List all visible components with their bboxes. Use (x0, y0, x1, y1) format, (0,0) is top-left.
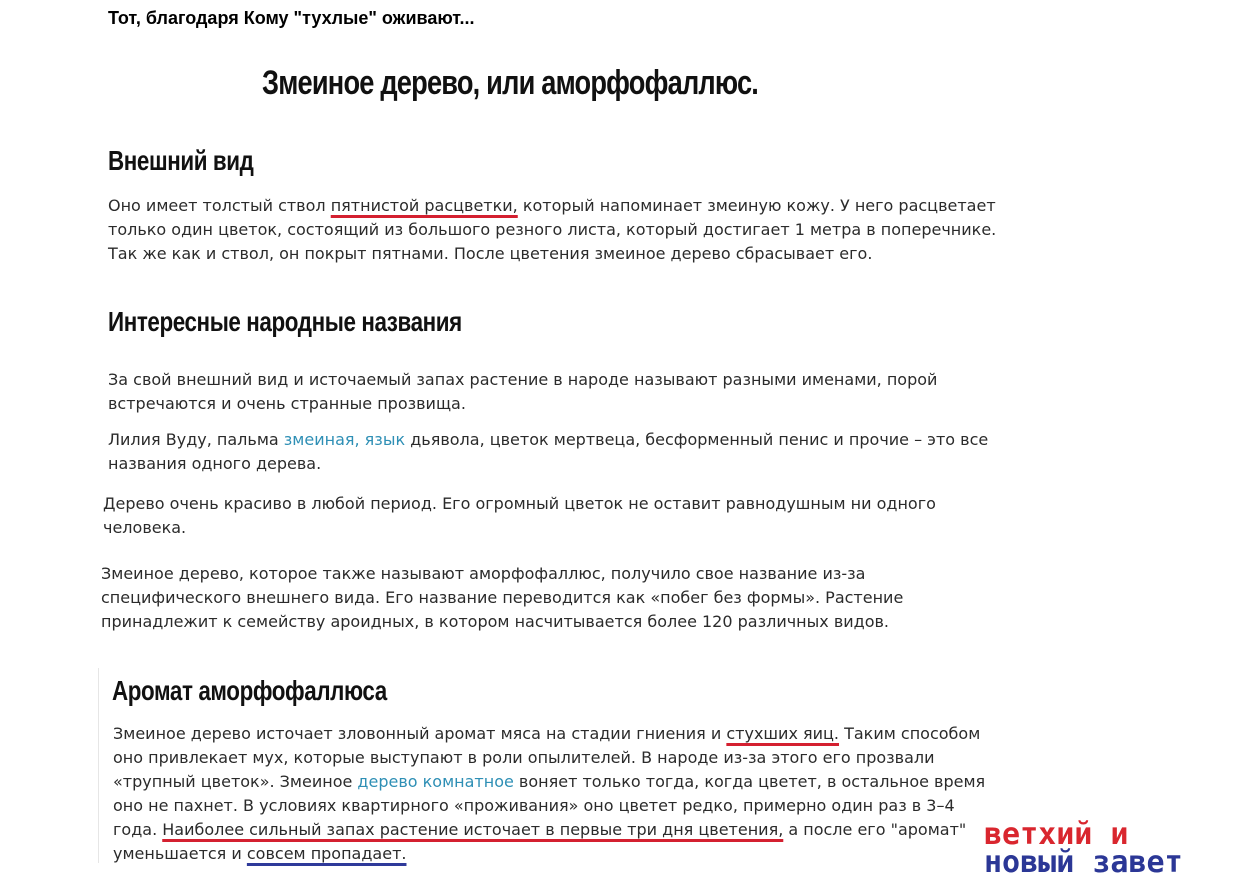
section-divider (98, 668, 99, 863)
text-fragment: Таким способом (839, 724, 981, 743)
text-line: За свой внешний вид и источаемый запах растение в народе называют разными именами, порой (108, 370, 938, 389)
text-line: встречаются и очень странные прозвища. (108, 394, 466, 413)
text-fragment: воняет только тогда, когда цветет, в остальное время (513, 772, 986, 791)
aroma-paragraph (113, 722, 985, 866)
text-fragment: уменьшается и (113, 844, 247, 863)
page-title: Змеиное дерево, или аморфофаллюс. (262, 64, 759, 102)
text-fragment: дьявола, цветок мертвеца, бесформенный пенис и прочие – это все (405, 430, 989, 449)
text-line: названия одного дерева. (108, 454, 322, 473)
section-heading-aroma: Аромат аморфофаллюса (112, 675, 387, 706)
folk-names-paragraph-2 (108, 428, 988, 476)
text-line: специфического внешнего вида. Его название переводится как «побег без формы». Растение (101, 588, 904, 607)
text-fragment: Оно имеет толстый ствол (108, 196, 331, 215)
text-fragment: Змеиное дерево источает зловонный аромат мяса на стадии гниения и (113, 724, 727, 743)
top-caption: Тот, благодаря Кому "тухлые" оживают... (108, 8, 475, 28)
text-line: человека. (103, 518, 187, 537)
folk-names-paragraph-1 (108, 368, 937, 416)
folk-names-paragraph-4 (101, 562, 903, 634)
text-line (108, 428, 988, 452)
text-fragment: «трупный цветок». Змеиное (113, 772, 358, 791)
section-heading-folk-names: Интересные народные названия (108, 306, 462, 337)
text-line (108, 194, 996, 218)
snake-tongue-link[interactable]: змеиная, язык (283, 430, 406, 449)
text-line: оно привлекает мух, которые выступают в роли опылителей. В народе из-за этого его прозвали (113, 748, 935, 767)
text-line: Так же как и ствол, он покрыт пятнами. После цветения змеиное дерево сбрасывает его. (108, 244, 873, 263)
folk-names-paragraph-3 (103, 492, 936, 540)
text-line: Дерево очень красиво в любой период. Его огромный цветок не оставит равнодушным ни одного (103, 494, 936, 513)
text-fragment: который напоминает змеиную кожу. У него расцветает (517, 196, 996, 215)
text-line (113, 818, 985, 842)
underlined-phrase: пятнистой расцветки, (330, 196, 518, 215)
text-line: Змеиное дерево, которое также называют аморфофаллюс, получило свое название из-за (101, 564, 866, 583)
text-line (113, 722, 985, 746)
section-heading-appearance: Внешний вид (108, 145, 254, 176)
underlined-phrase-blue: совсем пропадает. (246, 844, 407, 863)
underlined-phrase: Наиболее сильный запах растение источает в первые три дня цветения, (162, 820, 784, 839)
text-fragment: а после его "аромат" (783, 820, 967, 839)
text-line: только один цветок, состоящий из большого резного листа, который достигает 1 метра в поперечнике. (108, 220, 997, 239)
text-line: принадлежит к семейству ароидных, в котором насчитывается более 120 различных видов. (101, 612, 890, 631)
text-fragment: Лилия Вуду, пальма (108, 430, 284, 449)
watermark-line-2: новый завет (984, 845, 1183, 880)
text-line (113, 842, 985, 866)
text-line: оно не пахнет. В условиях квартирного «проживания» оно цветет редко, примерно один раз в 3–4 (113, 796, 955, 815)
indoor-tree-link[interactable]: дерево комнатное (357, 772, 514, 791)
text-line (113, 770, 985, 794)
watermark-line-1: ветхий и (984, 817, 1129, 852)
appearance-paragraph (108, 194, 996, 266)
text-fragment: года. (113, 820, 163, 839)
underlined-phrase: стухших яиц. (726, 724, 840, 743)
